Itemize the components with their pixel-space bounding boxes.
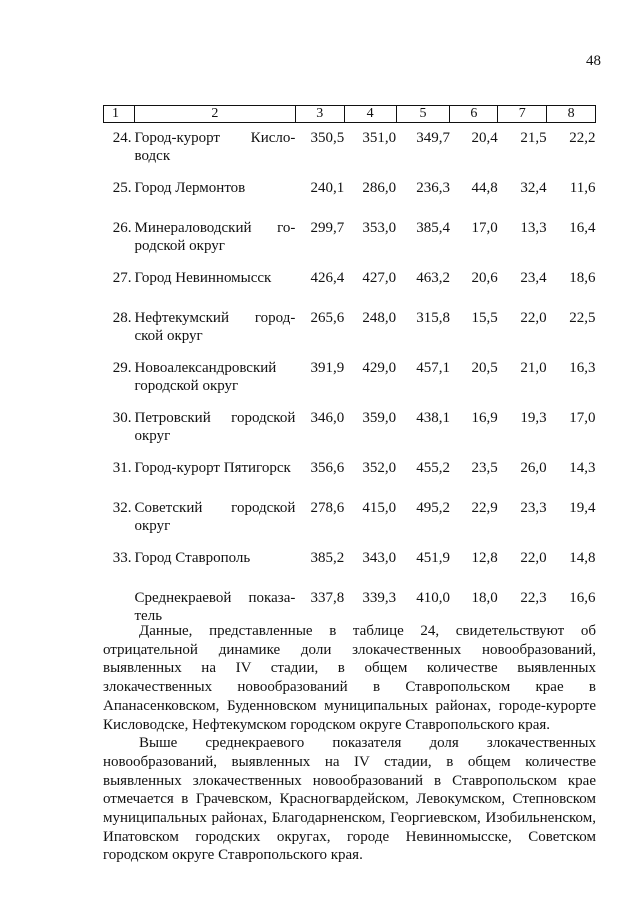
- paragraph: Выше среднекраевого показателя доля злокачественных новообразований, выявленных на IV стадии, в общем количестве выявленных злокачественных новообразований в Ставропольском крае отмечается в Грачевском, Красногвардейском, Левокумском, Степновском муниципальных районах, Благодарненском, Георгиевском, Изобильненском, Ипатовском городских округах, городе Невинномысске, Советском городском округе Ставропольского края.: [103, 735, 596, 864]
- value-cell: 457,1: [416, 360, 450, 376]
- region-name: Среднекраевой показа-тель: [134, 590, 296, 624]
- value-cell: 343,0: [362, 550, 397, 566]
- paragraph: Данные, представленные в таблице 24, свидетельствуют об отрицательной динамике доли злокачественных новообразований, выявленных на IV стадии, в общем количестве выявленных злокачественных новообразований в Ставропольском крае в Апанасенковском, Буденновском муниципальных районах, городе-курорте Кисловодске, Нефтекумском городском округе Ставропольского края.: [103, 623, 596, 733]
- value-cell: 391,9: [310, 360, 345, 376]
- value-cell: 22,3: [520, 590, 547, 606]
- region-name: Город-курорт Кисло-водск: [134, 130, 296, 164]
- value-cell: 337,8: [310, 590, 345, 606]
- table-row: [104, 353, 596, 403]
- value-cell: 426,4: [310, 270, 345, 286]
- header-col-2: 2: [211, 106, 219, 121]
- value-cell: 429,0: [362, 360, 397, 376]
- value-cell: 236,3: [416, 180, 450, 196]
- value-cell: 265,6: [310, 310, 345, 326]
- value-cell: 350,5: [310, 130, 345, 146]
- value-cell: 240,1: [310, 180, 345, 196]
- value-cell: 463,2: [416, 270, 450, 286]
- value-cell: 16,3: [569, 360, 596, 376]
- value-cell: 20,6: [471, 270, 498, 286]
- value-cell: 19,4: [569, 500, 596, 516]
- page-number: 48: [586, 53, 601, 69]
- header-col-8: 8: [547, 106, 596, 123]
- data-table: [103, 105, 596, 633]
- region-cell: [104, 213, 296, 263]
- value-cell: 427,0: [362, 270, 397, 286]
- region-name: Город-курорт Пятигорск: [134, 460, 291, 476]
- region-cell: [104, 173, 296, 213]
- table-row: [104, 493, 596, 543]
- value-cell: 22,5: [569, 310, 596, 326]
- region-name: Минераловодский го-родской округ: [134, 220, 296, 254]
- value-cell: 455,2: [416, 460, 450, 476]
- value-cell: 23,4: [520, 270, 547, 286]
- region-name: Нефтекумский город-ской округ: [134, 310, 296, 344]
- value-cell: 410,0: [416, 590, 450, 606]
- row-number: 25.: [112, 180, 132, 196]
- value-cell: 12,8: [471, 550, 498, 566]
- row-number: 29.: [112, 360, 132, 376]
- header-col-7: 7: [498, 106, 547, 123]
- value-cell: 16,9: [471, 410, 498, 426]
- row-number: 32.: [112, 500, 132, 516]
- value-cell: 22,9: [471, 500, 498, 516]
- header-col-5: 5: [396, 106, 450, 123]
- region-cell: [104, 123, 296, 174]
- table-row: [104, 543, 596, 583]
- value-cell: 17,0: [569, 410, 596, 426]
- value-cell: 359,0: [362, 410, 397, 426]
- region-cell: [104, 543, 296, 583]
- header-cell: [104, 106, 296, 123]
- value-cell: 356,6: [310, 460, 345, 476]
- value-cell: 20,4: [471, 130, 498, 146]
- value-cell: 11,6: [569, 180, 596, 196]
- region-name: Город Ставрополь: [134, 550, 251, 566]
- value-cell: 26,0: [520, 460, 547, 476]
- table-row: [104, 173, 596, 213]
- row-number: [108, 589, 135, 625]
- value-cell: 353,0: [362, 220, 397, 236]
- value-cell: 13,3: [520, 220, 547, 236]
- value-cell: 18,0: [471, 590, 498, 606]
- value-cell: 278,6: [310, 500, 345, 516]
- table-row: [104, 213, 596, 263]
- value-cell: 16,6: [569, 590, 596, 606]
- table-row: [104, 123, 596, 174]
- value-cell: 339,3: [362, 590, 397, 606]
- value-cell: 349,7: [416, 130, 450, 146]
- body-text: [103, 622, 596, 865]
- header-col-3: 3: [295, 106, 344, 123]
- value-cell: 286,0: [362, 180, 397, 196]
- value-cell: 14,8: [569, 550, 596, 566]
- value-cell: 44,8: [471, 180, 498, 196]
- value-cell: 14,3: [569, 460, 596, 476]
- value-cell: 16,4: [569, 220, 596, 236]
- value-cell: 351,0: [362, 130, 397, 146]
- value-cell: 17,0: [471, 220, 498, 236]
- value-cell: 315,8: [416, 310, 450, 326]
- value-cell: 352,0: [362, 460, 397, 476]
- value-cell: 346,0: [310, 410, 345, 426]
- region-name: Петровский городской округ: [134, 410, 296, 444]
- value-cell: 19,3: [520, 410, 547, 426]
- table-header-row: [104, 106, 596, 123]
- value-cell: 451,9: [416, 550, 450, 566]
- value-cell: 23,5: [471, 460, 498, 476]
- row-number: 30.: [112, 410, 132, 426]
- value-cell: 22,0: [520, 550, 547, 566]
- header-col-4: 4: [344, 106, 396, 123]
- value-cell: 21,0: [520, 360, 547, 376]
- region-name: Город Лермонтов: [134, 180, 246, 196]
- value-cell: 22,0: [520, 310, 547, 326]
- value-cell: 495,2: [416, 500, 450, 516]
- value-cell: 21,5: [520, 130, 547, 146]
- value-cell: 20,5: [471, 360, 498, 376]
- region-cell: [104, 303, 296, 353]
- value-cell: 438,1: [416, 410, 450, 426]
- value-cell: 23,3: [520, 500, 547, 516]
- region-name: Город Невинномысск: [134, 270, 272, 286]
- row-number: 31.: [112, 460, 132, 476]
- region-cell: [104, 453, 296, 493]
- row-number: 28.: [112, 310, 132, 326]
- value-cell: 22,2: [569, 130, 596, 146]
- header-col-6: 6: [450, 106, 498, 123]
- value-cell: 18,6: [569, 270, 596, 286]
- value-cell: 385,2: [310, 550, 345, 566]
- table-row: [104, 453, 596, 493]
- value-cell: 299,7: [310, 220, 345, 236]
- value-cell: 15,5: [471, 310, 498, 326]
- row-number: 26.: [112, 220, 132, 236]
- row-number: 27.: [112, 270, 132, 286]
- table-row: [104, 303, 596, 353]
- row-number: 33.: [112, 550, 132, 566]
- value-cell: 385,4: [416, 220, 450, 236]
- region-name: Новоалександровский городской округ: [134, 360, 277, 394]
- region-name: Советский городской округ: [134, 500, 296, 534]
- region-cell: [104, 353, 296, 403]
- table-row: [104, 263, 596, 303]
- value-cell: 248,0: [362, 310, 397, 326]
- value-cell: 415,0: [362, 500, 397, 516]
- header-col-1: 1: [104, 106, 135, 122]
- region-cell: [104, 263, 296, 303]
- row-number: 24.: [112, 130, 132, 146]
- table-row: [104, 403, 596, 453]
- region-cell: [104, 403, 296, 453]
- region-cell: [104, 493, 296, 543]
- value-cell: 32,4: [520, 180, 547, 196]
